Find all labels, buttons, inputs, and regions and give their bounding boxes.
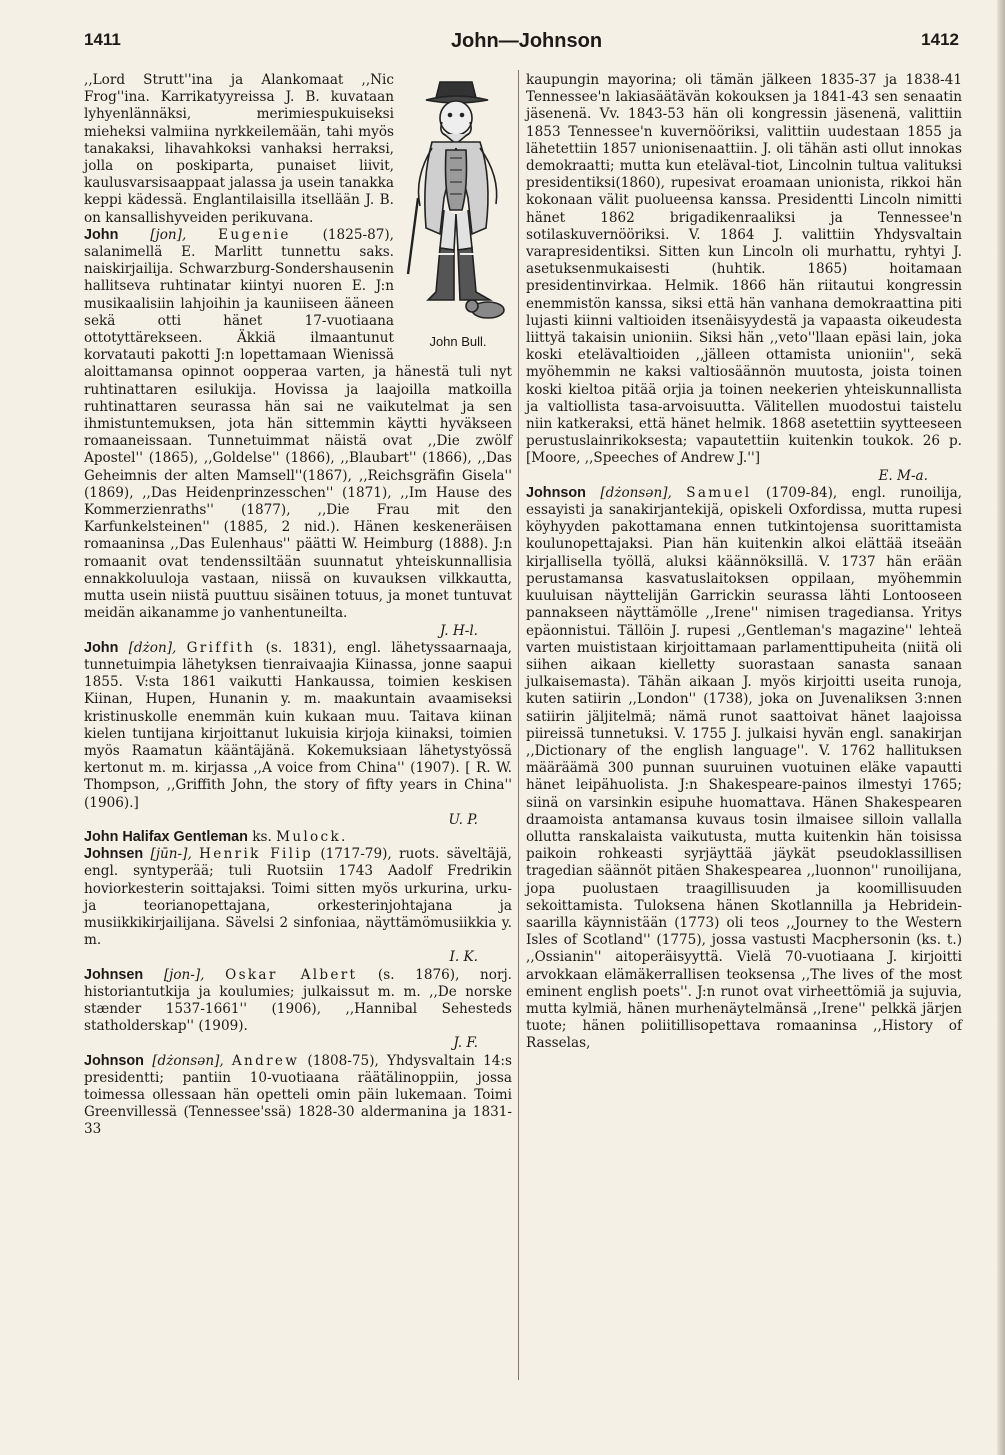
entry-headword: John [84, 639, 119, 656]
entry-john-griffith [84, 640, 512, 812]
entry-text: ks. [252, 828, 272, 845]
entry-johnson-andrew [84, 1053, 512, 1139]
entry-text: (1709-84), engl. runoilija, essayisti ja sanakirjantekijä, opiskeli Oxfordissa, mutta rupesi köyhyyden pakottamana ennen tutkintojensa suorittamista koulunopettajaksi. Pian hän kuitenkin alkoi elättää itseään kirjallisella työllä, aluksi käännöksillä. V. 1737 hän erään perustamansa kasvatuslaitoksen oppilaan, myöhemmin kuuluisan näyttelijän Garrickin seurassa lähti Lontooseen pannakseen näyttämölle ,,Irene'' nimisen tragediansa. Yritys epäonnistui. Tällöin J. rupesi ,,Gentleman's magazine'' lehteä varten muististaan kirjoittamaan parlamenttipuheita (niitä oli siihen aikaan kielletty suorastaan sanasta sanaan julkaisemasta). Tähän aikaan J. myös kirjoitti useita runoja, kuten satiirin ,,London'' (1738), joka on Juvenaliksen 3:nnen satiirin jäljitelmä; nämä runot saattoivat hänet laajoissa piireissä tunnetuksi. V. 1755 J. julkaisi hyvän engl. sanakirjan ,,Dictionary of the english language''. V. 1762 hallituksen määräämä 300 punnan suuruinen vuotuinen eläke vapautti hänet leipähuolista. J:n Shakespeare-painos ilmestyi 1765; siinä on varsinkin esipuhe huomattava. Hänen Shakespearen draamoista antamansa kuvaus tosin ilmaisee silloin vallalla ollutta ranskalaista vaikutusta, mutta kuitenkin hän toisissa paikoin rohkeasti syrjäyttää jäykät pseudoklassillisen tragedian säännöt pitäen Shakespearea ,,luonnon'' runoilijana, jopa puolustaen traagillisuuden ja koomillisuuden sekoittamista. Tuloksena hänen Skotlannilla ja Hebridein-saarilla käynnistään (1773) oli teos ,,Journey to the Western Isles of Scotland'' (1775), jossa vastusti Macphersonin (ks. t.) ,,Ossianin'' aitoperäisyyttä. Vielä 70-vuotiaana J. kirjoitti arvokkaan elämäkerrallisen teoksensa ,,The lives of the most eminent english poets''. J:n runot ovat virheettömiä ja sujuvia, mutta kylmiä, hänen murhenäytelmänsä ,,Irene'' pelkkä järjen tuote; hänen poliitillisopettava romaaninsa ,,History of Rasselas, [526, 484, 962, 1052]
author-signature: J. F. [453, 1035, 478, 1052]
pronunciation: [jon-], [163, 966, 205, 983]
column-divider [518, 70, 519, 1380]
pronunciation: [dżonsən], [600, 484, 672, 501]
entry-headword: Johnsen [84, 966, 144, 983]
page-header [84, 30, 969, 58]
running-title: John—Johnson [450, 30, 603, 52]
page-number-left: 1411 [84, 30, 121, 49]
entry-name: Eugenie [218, 226, 291, 243]
entry-headword: John [84, 226, 119, 243]
john-bull-figure-icon [400, 78, 516, 328]
author-signature: U. P. [448, 811, 478, 828]
entry-text: (1717-79), ruots. säveltäjä, engl. syntyperää; tuli Ruotsiin 1743 Aadolf Fredrikin hoviorkesterin soittajaksi. Toimi sitten myös urkurina, urku- ja teorianopettajana, orkesterinjohtajana ja musiikkikirjailijana. Sävelsi 2 sinfoniaa, näyttämömusiikkia y. m. [84, 846, 512, 949]
entry-john-halifax [84, 829, 512, 846]
entry-name: Henrik Filip [199, 846, 313, 863]
pronunciation: [dżon], [128, 639, 177, 656]
entry-name: Griffith [186, 639, 256, 656]
entry-johnsen-henrik [84, 846, 512, 949]
author-signature: I. K. [449, 949, 478, 966]
pronunciation: [jon], [150, 226, 187, 243]
entry-name: Oskar Albert [225, 966, 358, 983]
entry-headword: Johnson [84, 1052, 144, 1069]
entry-text: (s. 1876), norj. historiantutkija ja koulumies; julkaissut m. m. ,,De norske stænder 1537-1661'' (1906), ,,Hannibal Sehesteds statholderskap'' (1909). [84, 966, 513, 1035]
john-bull-entry-continued: ,,Lord Strutt''ina ja Alankomaat ,,Nic Frog''ina. Karrikatyyreissa J. B. kuvataan lyhyenlännäksi, merimiespukuiseksi mieheksi valmiina nyrkkeilemään, tahi myös tanakaksi, lihavahkoksi vanhaksi herraksi, jolla on poskiparta, punaiset liivit, kaulusvarsisaappaat jalassa ja usein tanakka keppi kädessä. Englantilaisilla itsellään J. B. on kansallishyveiden perikuvana. [84, 72, 394, 226]
entry-text: (s. 1831), engl. lähetyssaarnaaja, tunnetuimpia lähetyksen tienraivaajia Kiinassa, jonne saapui 1855. V:sta 1861 vaikutti Hankaussa, toimien keskisen Kiinan, Hupen, Hunanin y. m. maakuntain avaamiseksi kristinuskolle enemmän kuin kukaan muu. Taitava kiinan kielen tuntijana kirjoittanut lukuisia kirjoja kiinaksi, toimien myös Raamatun kääntäjänä. Kokemuksiaan lähetystyössä kertonut m. m. kirjassa ,,A voice from China'' (1907). [ R. W. Thompson, ,,Griffith John, the story of fifty years in China'' (1906).] [84, 639, 512, 811]
entry-name: Samuel [686, 484, 752, 501]
page-number-right: 1412 [921, 30, 959, 49]
entry-headword: Johnson [526, 484, 586, 501]
entry-headword: John Halifax Gentleman [84, 828, 248, 845]
pronunciation: [jūn-], [150, 846, 192, 863]
figure-caption: John Bull. [429, 333, 487, 349]
entry-text: (1825-87), salanimellä E. Marlitt tunnettu saks. naiskirjailija. Schwarzburg-Sondershausenin hallitseva ruhtinatar kiintyi nuoren E. J:n musikaalisiin lahjoihin ja kauniiseen ääneen sekä otti hänet 17-vuotiaana ottotyttärekseen. Äkkiä ilmaantunut korvatauti pakotti J:n lopettamaan Wienissä aloittamansa opinnot oopperaa varten, ja hänestä tuli nyt ruhtinattaren esilukija. Hovissa ja laajoilla matkoilla ruhtinattaren seurassa hän sai ne vaikutelmat ja sen ihmistuntemuksen, jota hän sittemmin käytti hyväkseen romaaneissaan. Tunnetuimmat näistä ovat ,,Die zwölf Apostel'' (1865), ,,Goldelse'' (1866), ,,Blaubart'' (1866), ,,Das Geheimnis der alten Mamsell''(1867), ,,Reichsgräfin Gisela'' (1869), ,,Das Heidenprinzesschen'' (1871), ,,Im Hause des Kommerzienraths'' (1877), ,,Die Frau mit den Karfunkelsteinen'' (1885, 2 nid.). Hänen keskeneräisen romaaninsa ,,Das Eulenhaus'' päätti W. Heimburg (1888). J:n romaanit ovat tendenssiltään suunnatut yhteiskunnallisia ennakkoluuloja vastaan, niissä on kuvauksen vilkkautta, mutta usein niistä puuttuu sisäinen totuus, ja monet tuntuvat meidän aikanamme jo vanhentuneilta. [84, 226, 512, 622]
entry-headword: Johnsen [84, 846, 144, 863]
left-column [84, 72, 512, 1139]
right-column [526, 72, 962, 1053]
page-edge-shadow [997, 0, 1005, 1455]
author-signature: E. M-a. [878, 467, 928, 484]
john-bull-illustration [400, 78, 516, 350]
author-signature: J. H-l. [439, 622, 478, 639]
entry-johnson-andrew-continued: kaupungin mayorina; oli tämän jälkeen 1835-37 ja 1838-41 Tennessee'n lakiasäätävän kokouksen ja 1841-43 sen senaatin jäsenenä. Vv. 1843-53 hän oli kongressin jäsenenä, valittiin 1853 Tennessee'n kuvernööriksi, valittiin uudestaan 1855 ja lähetettiin 1857 unionisenaattiin. J. oli tähän asti ollut innokas demokraatti; mutta kun eteläval-tiot, Lincolnin tultua valituksi presidentiksi(1860), rupesivat eroamaan unionista, rikkoi hän kokonaan välit puolueensa kanssa. Presidentti Lincoln nimitti hänet 1862 brigadikenraaliksi ja Tennessee'n sotilaskuvernööriksi. V. 1864 J. valittiin Yhdysvaltain varapresidentiksi. Sitten kun Lincoln oli murhattu, ryhtyi J. asetuksenmukaisesti (huhtik. 1865) hoitamaan presidentinvirkaa. Helmik. 1866 hän riitautui kongressin enemmistön kanssa, siksi että hän vanhana demokraattina piti lujasti kiinni valtioiden itsenäisyydestä ja vapaasta oikeudesta liittyä takaisin unioniin. Siksi hän ,,veto''llaan epäsi lain, joka koski etelävaltioiden ,,jälleen ottamista unioniin'', sekä myöhemmin ne kaksi valtiosäännön muutosta, joista toinen koski kieltoa pitää orjia ja toinen neekerien yhteiskunnallista ja valtiollista tasa-arvoisuutta. Välitellen muodostui taistelu niin katkeraksi, että hänet helmik. 1868 asetettiin syytteeseen perustuslainrikoksesta; vapautettiin kuitenkin toukok. 26 p. [Moore, ,,Speeches of Andrew J.''] [526, 72, 962, 467]
entry-text: (1808-75), Yhdysvaltain 14:s presidentti; pantiin 10-vuotiaana räätälinoppiin, jossa toimessa ollessaan hän opetteli omin päin lukemaan. Toimi Greenvillessä (Tennessee'ssä) 1828-30 aldermanina ja 1831-33 [84, 1052, 512, 1138]
cross-reference: Mulock. [276, 828, 348, 845]
entry-johnson-samuel [526, 485, 962, 1053]
entry-johnsen-oskar [84, 967, 512, 1036]
pronunciation: [dżonsən], [152, 1052, 224, 1069]
entry-name: Andrew [231, 1052, 300, 1069]
